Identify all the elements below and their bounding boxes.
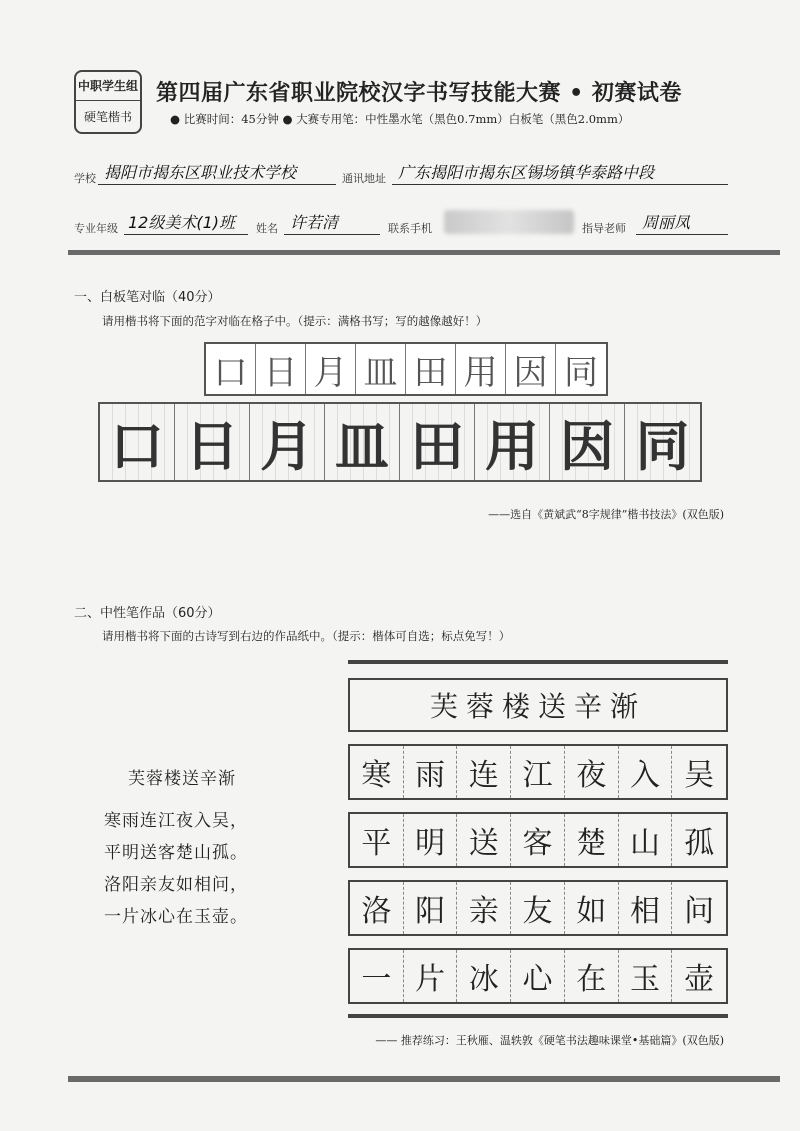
work-char[interactable]: 吴 [684,758,715,793]
exam-title: 第四届广东省职业院校汉字书写技能大赛 • 初赛试卷 [156,81,682,106]
work-char[interactable]: 问 [684,894,715,929]
work-char[interactable]: 壶 [684,962,715,997]
work-char[interactable]: 送 [457,814,511,866]
practice-char[interactable]: 皿 [325,404,400,480]
work-char[interactable]: 客 [511,814,565,866]
poem-line: 寒雨连江夜入吴， [104,811,248,831]
header-divider [68,250,780,255]
school-underline [98,184,336,185]
work-row [348,880,728,936]
poem-line: 一片冰心在玉壶。 [104,907,248,927]
work-char[interactable]: 在 [565,950,619,1002]
work-row [348,948,728,1004]
work-char[interactable]: 相 [619,882,673,934]
section1-source: ——选自《黄斌武“8字规律”楷书技法》(双色版) [488,508,724,521]
model-char: 口 [206,344,256,394]
name-value[interactable]: 许若清 [290,213,339,232]
school-label: 学校 [74,172,96,185]
model-char: 皿 [356,344,406,394]
model-char: 日 [256,344,306,394]
model-char: 田 [406,344,456,394]
practice-char[interactable]: 日 [175,404,250,480]
section2-instruction: 请用楷书将下面的古诗写到右边的作品纸中。（提示：楷体可自选；标点免写！） [102,629,511,643]
work-char[interactable]: 玉 [619,950,673,1002]
work-char[interactable]: 明 [404,814,458,866]
work-char[interactable]: 寒 [350,746,404,798]
work-char[interactable]: 亲 [457,882,511,934]
work-char[interactable]: 友 [511,882,565,934]
work-row [348,812,728,868]
address-underline [392,184,728,185]
group-badge [74,70,142,134]
work-char[interactable]: 一 [350,950,404,1002]
practice-char[interactable]: 因 [550,404,625,480]
teacher-value[interactable]: 周丽凤 [642,213,691,232]
work-char[interactable]: 片 [404,950,458,1002]
work-char[interactable]: 入 [619,746,673,798]
badge-category: 硬笔楷书 [83,110,132,124]
practice-char[interactable]: 田 [400,404,475,480]
poem-line: 平明送客楚山孤。 [104,843,248,863]
major-label: 专业年级 [74,222,118,235]
practice-char[interactable]: 月 [250,404,325,480]
work-char[interactable]: 孤 [684,826,715,861]
work-char[interactable]: 连 [457,746,511,798]
work-char[interactable]: 阳 [404,882,458,934]
poem-line: 洛阳亲友如相问， [104,875,248,895]
work-char[interactable]: 洛 [350,882,404,934]
practice-char[interactable]: 用 [475,404,550,480]
model-char: 同 [556,344,606,394]
phone-value-redacted [444,210,574,234]
work-char[interactable]: 心 [511,950,565,1002]
poem-title: 芙蓉楼送辛渐 [128,769,236,789]
work-char[interactable]: 冰 [457,950,511,1002]
work-char[interactable]: 江 [511,746,565,798]
practice-char-grid [98,402,702,482]
work-row [348,744,728,800]
major-underline [124,234,248,235]
work-char[interactable]: 夜 [565,746,619,798]
footer-divider [68,1076,780,1082]
section1-heading: 一、白板笔对临（40分） [74,290,221,305]
address-label: 通讯地址 [342,172,386,185]
section2-footnote: —— 推荐练习：王秋雁、温轶敦《硬笔书法趣味课堂•基础篇》(双色版) [375,1034,724,1047]
exam-subtitle: ● 比赛时间：45分钟 ● 大赛专用笔：中性墨水笔（黑色0.7mm）白板笔（黑色2.0mm） [170,112,630,126]
work-char[interactable]: 雨 [404,746,458,798]
practice-char[interactable]: 同 [625,404,700,480]
work-char[interactable]: 楚 [565,814,619,866]
practice-char[interactable]: 口 [100,404,175,480]
teacher-underline [636,234,728,235]
major-value[interactable]: 12级美术(1)班 [128,213,236,232]
name-underline [284,234,380,235]
section2-heading: 二、中性笔作品（60分） [74,606,221,621]
badge-group: 中职学生组 [76,72,140,101]
section1-instruction: 请用楷书将下面的范字对临在格子中。（提示：满格书写；写的越像越好！） [102,314,488,328]
model-char: 月 [306,344,356,394]
teacher-label: 指导老师 [582,222,626,235]
phone-label: 联系手机 [388,222,432,235]
model-char: 因 [506,344,556,394]
school-value[interactable]: 揭阳市揭东区职业技术学校 [104,163,297,182]
work-char[interactable]: 平 [350,814,404,866]
model-char-grid [204,342,608,396]
name-label: 姓名 [256,222,278,235]
address-value[interactable]: 广东揭阳市揭东区锡场镇华泰路中段 [398,163,655,182]
work-char[interactable]: 山 [619,814,673,866]
work-char[interactable]: 如 [565,882,619,934]
model-char: 用 [456,344,506,394]
work-title[interactable]: 芙蓉楼送辛渐 [348,678,728,732]
